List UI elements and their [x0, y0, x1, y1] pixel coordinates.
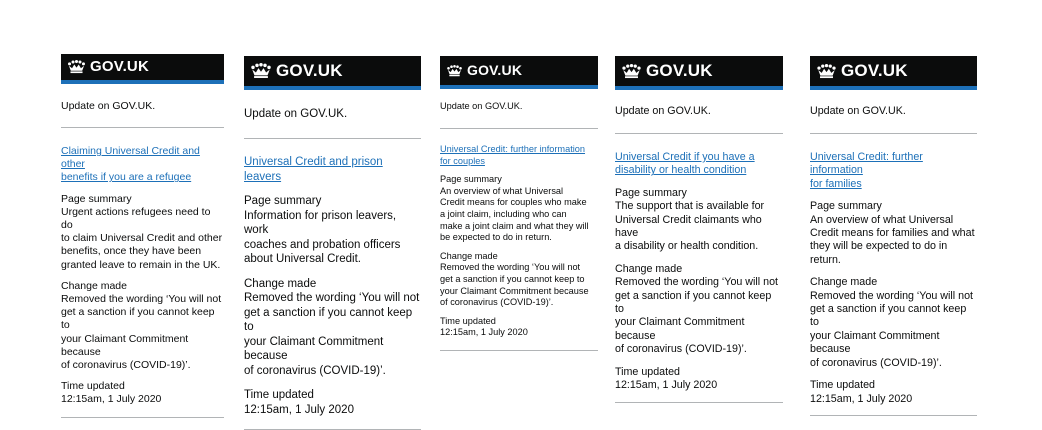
title_lines-line[interactable]: Universal Credit if you have a	[615, 151, 755, 163]
change-made-block	[244, 277, 421, 379]
change-made-label: Change made	[61, 279, 127, 292]
govuk-header	[244, 56, 421, 90]
page-summary-text	[61, 206, 224, 272]
page-summary-text	[615, 200, 783, 254]
page-summary-text	[244, 209, 421, 267]
page-title-link[interactable]	[810, 151, 977, 191]
divider	[615, 133, 783, 134]
time-updated-label: Time updated	[615, 365, 680, 378]
page-title-link[interactable]	[244, 155, 421, 184]
summary_lines-line: An overview of what Universal	[810, 213, 954, 226]
divider	[810, 133, 977, 134]
title_lines-line[interactable]: disability or health condition	[615, 164, 747, 177]
intro-text: Update on GOV.UK.	[810, 105, 906, 117]
time-updated-value: 12:15am, 1 July 2020	[440, 327, 528, 338]
title_lines-line[interactable]: Claiming Universal Credit and other	[61, 145, 200, 171]
page-title-link[interactable]	[440, 144, 598, 167]
govuk-logo-text[interactable]: GOV.UK	[646, 61, 713, 81]
change-made-text	[810, 290, 977, 370]
change-made-label: Change made	[810, 276, 878, 289]
page-summary-block	[440, 174, 598, 244]
change_lines-line: get a sanction if you cannot keep to	[615, 289, 772, 316]
email-card	[615, 56, 783, 403]
time-updated-label: Time updated	[61, 380, 125, 393]
change_lines-line: of coronavirus (COVID-19)’.	[615, 343, 747, 356]
change-made-label: Change made	[244, 277, 317, 290]
page-summary-block	[244, 194, 421, 267]
intro-text: Update on GOV.UK.	[615, 105, 711, 117]
summary_lines-line: An overview of what Universal	[440, 185, 564, 196]
govuk-logo-text[interactable]: GOV.UK	[841, 61, 908, 81]
summary_lines-line: make a joint claim and what they will	[440, 220, 589, 231]
summary_lines-line: they will be expected to do in return.	[810, 240, 948, 266]
summary_lines-line: to claim Universal Credit and other	[61, 232, 223, 245]
page-summary-block	[810, 200, 977, 267]
crown-icon	[621, 64, 642, 79]
change_lines-line: get a sanction if you cannot keep to	[440, 273, 585, 284]
change-made-label: Change made	[615, 262, 683, 275]
change-made-text	[244, 291, 421, 378]
time-updated-value: 12:15am, 1 July 2020	[615, 379, 718, 392]
time-updated-block	[244, 388, 421, 417]
divider-bottom	[61, 417, 224, 418]
divider-bottom	[440, 350, 598, 351]
change_lines-line: your Claimant Commitment because	[244, 335, 384, 362]
page-summary-label: Page summary	[61, 192, 132, 205]
change_lines-line: your Claimant Commitment because	[810, 329, 940, 356]
change_lines-line: get a sanction if you cannot keep to	[61, 306, 215, 332]
page-summary-label: Page summary	[810, 200, 882, 213]
summary_lines-line: a disability or health condition.	[615, 240, 759, 253]
summary_lines-line: Information for prison leavers, work	[244, 209, 397, 236]
divider	[61, 127, 224, 128]
crown-icon	[446, 65, 463, 77]
title_lines-line[interactable]: Universal Credit: further information	[440, 143, 586, 154]
summary_lines-line: a joint claim, including who can	[440, 208, 567, 219]
change_lines-line: Removed the wording ‘You will not	[244, 292, 420, 304]
page-title-link[interactable]	[61, 145, 224, 185]
title_lines-line[interactable]: for couples	[440, 155, 485, 166]
change_lines-line: Removed the wording ‘You will not	[810, 289, 973, 302]
time-updated-block	[615, 366, 783, 393]
summary_lines-line: coaches and probation officers	[244, 238, 401, 251]
time-updated-value: 12:15am, 1 July 2020	[61, 393, 162, 406]
change-made-text	[440, 262, 598, 308]
divider	[244, 138, 421, 139]
divider	[440, 128, 598, 129]
change-made-block	[440, 251, 598, 309]
email-card	[440, 56, 598, 351]
page-summary-label: Page summary	[615, 186, 687, 199]
change_lines-line: your Claimant Commitment because	[61, 332, 189, 358]
summary_lines-line: Universal Credit claimants who have	[615, 213, 762, 240]
time-updated-value: 12:15am, 1 July 2020	[244, 403, 354, 416]
time-updated-block	[810, 379, 977, 406]
change-made-block	[810, 276, 977, 370]
time-updated-block	[61, 380, 224, 406]
page-summary-text	[440, 186, 598, 244]
summary_lines-line: be expected to do in return.	[440, 232, 552, 243]
govuk-header	[61, 54, 224, 84]
page-summary-block	[615, 187, 783, 254]
change_lines-line: Removed the wording ‘You will not	[615, 276, 778, 289]
change_lines-line: get a sanction if you cannot keep to	[810, 303, 967, 329]
change-made-block	[61, 280, 224, 372]
title_lines-line[interactable]: Universal Credit and prison leavers	[244, 156, 383, 183]
time-updated-label: Time updated	[244, 389, 314, 401]
email-card	[810, 56, 977, 416]
change_lines-line: Removed the wording ‘You will not	[440, 262, 581, 273]
govuk-header	[615, 56, 783, 90]
govuk-logo-text[interactable]: GOV.UK	[276, 60, 343, 80]
govuk-logo-text[interactable]: GOV.UK	[467, 61, 523, 78]
change_lines-line: of coronavirus (COVID-19)’.	[61, 359, 191, 372]
summary_lines-line: Credit means for families and what	[810, 227, 975, 240]
time-updated-block	[440, 316, 598, 339]
summary_lines-line: benefits, once they have been	[61, 245, 202, 258]
govuk-header	[810, 56, 977, 90]
divider-bottom	[810, 415, 977, 416]
summary_lines-line: granted leave to remain in the UK.	[61, 258, 221, 271]
page-summary-block	[61, 193, 224, 272]
govuk-logo-text[interactable]: GOV.UK	[90, 58, 149, 76]
change_lines-line: of coronavirus (COVID-19)’.	[244, 364, 386, 377]
email-card	[61, 54, 224, 418]
change-made-label: Change made	[440, 250, 498, 261]
page-summary-label: Page summary	[440, 174, 502, 185]
change-made-block	[615, 263, 783, 357]
time-updated-label: Time updated	[440, 315, 496, 326]
title_lines-line[interactable]: Universal Credit: further information	[810, 151, 923, 177]
intro-text: Update on GOV.UK.	[244, 108, 348, 120]
govuk-header	[440, 56, 598, 89]
change_lines-line: your Claimant Commitment because	[615, 316, 745, 342]
change-made-text	[61, 293, 224, 372]
change_lines-line: Removed the wording ‘You will not	[61, 293, 222, 306]
divider-bottom	[615, 402, 783, 403]
page-title-link[interactable]	[615, 151, 783, 178]
page-summary-text	[810, 214, 977, 268]
summary_lines-line: Urgent actions refugees need to do	[61, 205, 211, 232]
summary_lines-line: about Universal Credit.	[244, 253, 361, 265]
crown-icon	[816, 64, 837, 79]
title_lines-line[interactable]: benefits if you are a refugee	[61, 171, 192, 184]
page-summary-label: Page summary	[244, 195, 322, 207]
crown-icon	[250, 63, 272, 79]
time-updated-label: Time updated	[810, 379, 875, 392]
change_lines-line: of coronavirus (COVID-19)’.	[440, 297, 554, 308]
email-card	[244, 56, 421, 430]
change_lines-line: get a sanction if you cannot keep to	[244, 306, 413, 333]
time-updated-value: 12:15am, 1 July 2020	[810, 392, 913, 405]
title_lines-line[interactable]: for families	[810, 177, 862, 190]
summary_lines-line: Credit means for couples who make	[440, 197, 587, 208]
crown-icon	[67, 60, 86, 74]
summary_lines-line: The support that is available for	[615, 200, 765, 213]
intro-text: Update on GOV.UK.	[61, 100, 156, 112]
change_lines-line: of coronavirus (COVID-19)’.	[810, 356, 942, 369]
intro-text: Update on GOV.UK.	[440, 101, 523, 111]
change_lines-line: your Claimant Commitment because	[440, 285, 589, 296]
change-made-text	[615, 276, 783, 356]
